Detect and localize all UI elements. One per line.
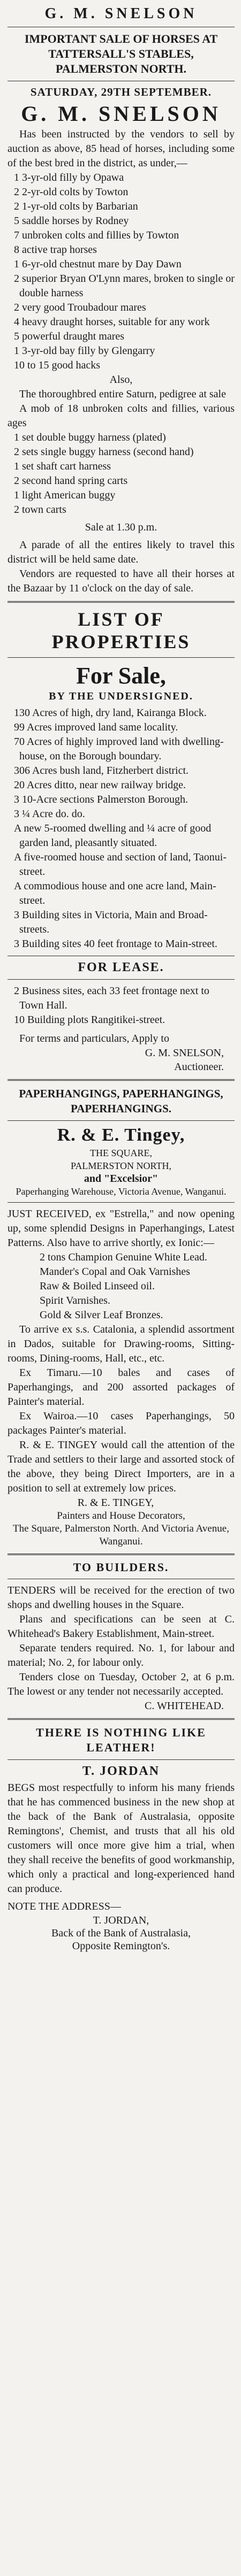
by-undersigned: BY THE UNDERSIGNED. bbox=[49, 690, 193, 702]
list-item: 2 sets single buggy harness (second hand) bbox=[14, 446, 194, 458]
signer-name: G. M. SNELSON, bbox=[145, 1047, 224, 1059]
trade-notice: R. & E. TINGEY would call the attention of the Trade and settlers to their large and assorted stock of the above, they being Direct Importers, are in a position to sell at extremely low prices. bbox=[7, 1439, 235, 1494]
divider bbox=[7, 1202, 235, 1203]
horse-sale-ad bbox=[7, 5, 235, 596]
list-item: 1 3-yr-old bay filly by Glengarry bbox=[14, 345, 155, 357]
wairoa-text: Ex Wairoa.—10 cases Paperhangings, 50 packages Painter's material. bbox=[7, 1410, 235, 1436]
list-item: 7 unbroken colts and fillies by Towton bbox=[14, 229, 179, 241]
list-item: 1 set double buggy harness (plated) bbox=[14, 432, 166, 443]
list-item: Gold & Silver Leaf Bronzes. bbox=[40, 1309, 163, 1321]
jordan-address-1: T. JORDAN, bbox=[93, 1914, 149, 1926]
list-item: A commodious house and one acre land, Main-street. bbox=[14, 880, 216, 906]
jordan-notice: BEGS most respectfully to inform his many friends that he has commenced business in the new shop at the back of the Bank of Australasia, opposite Remingtons', Chemist, and trusts that all his old customers will once more give him a trial, when they shall receive the benefits of good workmanship, which only a practical and long-experienced hand can produce. bbox=[7, 1782, 235, 1895]
jordan-address-2: Back of the Bank of Australasia, bbox=[51, 1927, 191, 1939]
list-item: 1 set shaft cart harness bbox=[14, 460, 111, 472]
divider bbox=[7, 1554, 235, 1555]
list-item: 2 second hand spring carts bbox=[14, 475, 128, 487]
also-label: Also, bbox=[109, 374, 133, 386]
divider bbox=[7, 601, 235, 603]
divider bbox=[7, 1079, 235, 1081]
list-item: Mander's Copal and Oak Varnishes bbox=[40, 1266, 190, 1278]
firm-address-1: THE SQUARE, bbox=[90, 1148, 152, 1158]
equipment-list bbox=[7, 430, 235, 517]
list-item: 2 superior Bryan O'Lynn mares, broken to single or double harness bbox=[14, 273, 235, 299]
builders-ad bbox=[7, 1560, 235, 1713]
ad-header-title: G. M. SNELSON bbox=[44, 5, 198, 22]
list-item: 2 2-yr-old colts by Towton bbox=[14, 186, 129, 198]
tingey-trade: Painters and House Decorators, bbox=[57, 1510, 185, 1521]
list-item: 2 Business sites, each 33 feet frontage next to Town Hall. bbox=[14, 985, 209, 1011]
list-item: 2 town carts bbox=[14, 504, 66, 516]
also-text: The thoroughbred entire Saturn, pedigree at sale bbox=[19, 388, 226, 400]
list-item: 5 powerful draught mares bbox=[14, 330, 125, 342]
list-item: 70 Acres of highly improved land with dwelling-house, on the Borough boundary. bbox=[14, 736, 224, 762]
list-item: 1 3-yr-old filly by Opawa bbox=[14, 172, 124, 183]
list-item: 2 tons Champion Genuine White Lead. bbox=[40, 1251, 207, 1263]
divider bbox=[7, 1718, 235, 1720]
list-item: 1 6-yr-old chestnut mare by Day Dawn bbox=[14, 258, 182, 270]
tingey-signature: R. & E. TINGEY, bbox=[77, 1497, 154, 1509]
for-lease-heading: FOR LEASE. bbox=[78, 960, 164, 974]
list-item: A new 5-roomed dwelling and ¼ acre of good garden land, pleasantly situated. bbox=[14, 822, 212, 849]
tenders-close-text: Tenders close on Tuesday, October 2, at 6 p.m. The lowest or any tender not necessarily accepted. bbox=[7, 1671, 235, 1697]
list-item: 3 Building sites 40 feet frontage to Main-street. bbox=[14, 938, 217, 950]
firm-name: R. & E. Tingey, bbox=[57, 1125, 185, 1145]
jordan-ad bbox=[7, 1725, 235, 1952]
ad-subtitle: IMPORTANT SALE OF HORSES AT TATTERSALL'S STABLES, PALMERSTON NORTH. bbox=[24, 32, 218, 75]
divider bbox=[7, 1759, 235, 1760]
list-item: 3 Building sites in Victoria, Main and Broad-streets. bbox=[14, 909, 208, 935]
mob-text: A mob of 18 unbroken colts and fillies, various ages bbox=[7, 403, 235, 429]
list-item: A five-roomed house and section of land, Taonui-street. bbox=[14, 851, 227, 878]
jordan-address-3: Opposite Remington's. bbox=[72, 1940, 170, 1952]
divider bbox=[7, 979, 235, 980]
just-received-text: JUST RECEIVED, ex "Estrella," and now opening up, some splendid Designs in Paperhangings, Latest Patterns. Also have to arrive shortly, ex Ionic:— bbox=[7, 1208, 235, 1249]
firm-address-4: Paperhanging Warehouse, Victoria Avenue, Wanganui. bbox=[16, 1186, 227, 1197]
firm-address-2: PALMERSTON NORTH, bbox=[71, 1160, 171, 1171]
sale-date: SATURDAY, 29TH SEPTEMBER. bbox=[30, 86, 212, 98]
builders-heading: TO BUILDERS. bbox=[73, 1560, 169, 1574]
list-item: Raw & Boiled Linseed oil. bbox=[40, 1280, 155, 1292]
list-item: 2 very good Troubadour mares bbox=[14, 302, 146, 313]
firm-address-3: and "Excelsior" bbox=[84, 1173, 159, 1185]
divider bbox=[7, 657, 235, 658]
list-item: 4 heavy draught horses, suitable for any work bbox=[14, 316, 210, 328]
sale-time: Sale at 1.30 p.m. bbox=[85, 521, 157, 533]
list-item: 10 to 15 good hacks bbox=[14, 359, 101, 371]
list-item: 20 Acres ditto, near new railway bridge. bbox=[14, 779, 186, 791]
sale-intro: Has been instructed by the vendors to sell by auction as above, 85 head of horses, including some of the best bred in the district, as under,— bbox=[7, 128, 235, 169]
arrivals-list bbox=[7, 1250, 235, 1322]
auctioneer-name: G. M. SNELSON bbox=[21, 102, 221, 126]
properties-ad bbox=[7, 608, 235, 1074]
list-item: 130 Acres of high, dry land, Kairanga Block. bbox=[14, 707, 207, 719]
terms-text: For terms and particulars, Apply to bbox=[19, 1033, 169, 1044]
tenders-text: TENDERS will be received for the erection of two shops and dwelling houses in the Square. bbox=[7, 1585, 235, 1611]
properties-heading: LIST OF PROPERTIES bbox=[51, 609, 191, 652]
list-item: 1 light American buggy bbox=[14, 489, 116, 501]
for-sale-heading: For Sale, bbox=[76, 663, 166, 689]
plans-text: Plans and specifications can be seen at C. Whitehead's Bakery Establishment, Main-street. bbox=[7, 1613, 235, 1640]
separate-tenders-text: Separate tenders required. No. 1, for labour and material; No. 2, for labour only. bbox=[7, 1642, 235, 1668]
address-note: NOTE THE ADDRESS— bbox=[7, 1901, 121, 1912]
signer-role: Auctioneer. bbox=[174, 1061, 224, 1073]
list-item: 2 1-yr-old colts by Barbarian bbox=[14, 201, 138, 212]
horse-list bbox=[7, 171, 235, 373]
property-list bbox=[7, 706, 235, 951]
list-item: 3 10-Acre sections Palmerston Borough. bbox=[14, 794, 188, 805]
leather-headline-2: LEATHER! bbox=[86, 1741, 156, 1754]
whitehead-signature: C. WHITEHEAD. bbox=[145, 1700, 224, 1712]
paperhangings-banner: PAPERHANGINGS, PAPERHANGINGS, PAPERHANGINGS. bbox=[19, 1087, 223, 1115]
leather-headline: THERE IS NOTHING LIKE bbox=[36, 1726, 206, 1739]
timaru-text: Ex Timaru.—10 bales and cases of Paperhangings, and 200 assorted packages of Painter's material. bbox=[7, 1367, 235, 1408]
list-item: 5 saddle horses by Rodney bbox=[14, 215, 129, 227]
parade-note: A parade of all the entires likely to travel this district will be held same date. bbox=[7, 539, 235, 565]
divider bbox=[7, 1120, 235, 1121]
list-item: 306 Acres bush land, Fitzherbert district. bbox=[14, 765, 189, 776]
tingey-ad bbox=[7, 1086, 235, 1548]
list-item: 10 Building plots Rangitikei-street. bbox=[14, 1014, 165, 1026]
catalonia-text: To arrive ex s.s. Catalonia, a splendid assortment in Dados, suitable for Drawing-rooms, Sitting-rooms, Dining-rooms, Hall, etc., etc. bbox=[7, 1324, 235, 1364]
list-item: 99 Acres improved land same locality. bbox=[14, 721, 178, 733]
jordan-name: T. JORDAN bbox=[82, 1764, 160, 1778]
list-item: 8 active trap horses bbox=[14, 244, 97, 256]
list-item: 3 ¼ Acre do. do. bbox=[14, 808, 85, 820]
tingey-address: The Square, Palmerston North. And Victoria Avenue, Wanganui. bbox=[13, 1523, 229, 1547]
vendor-note: Vendors are requested to have all their horses at the Bazaar by 11 o'clock on the day of sale. bbox=[7, 568, 235, 594]
list-item: Spirit Varnishes. bbox=[40, 1295, 110, 1306]
